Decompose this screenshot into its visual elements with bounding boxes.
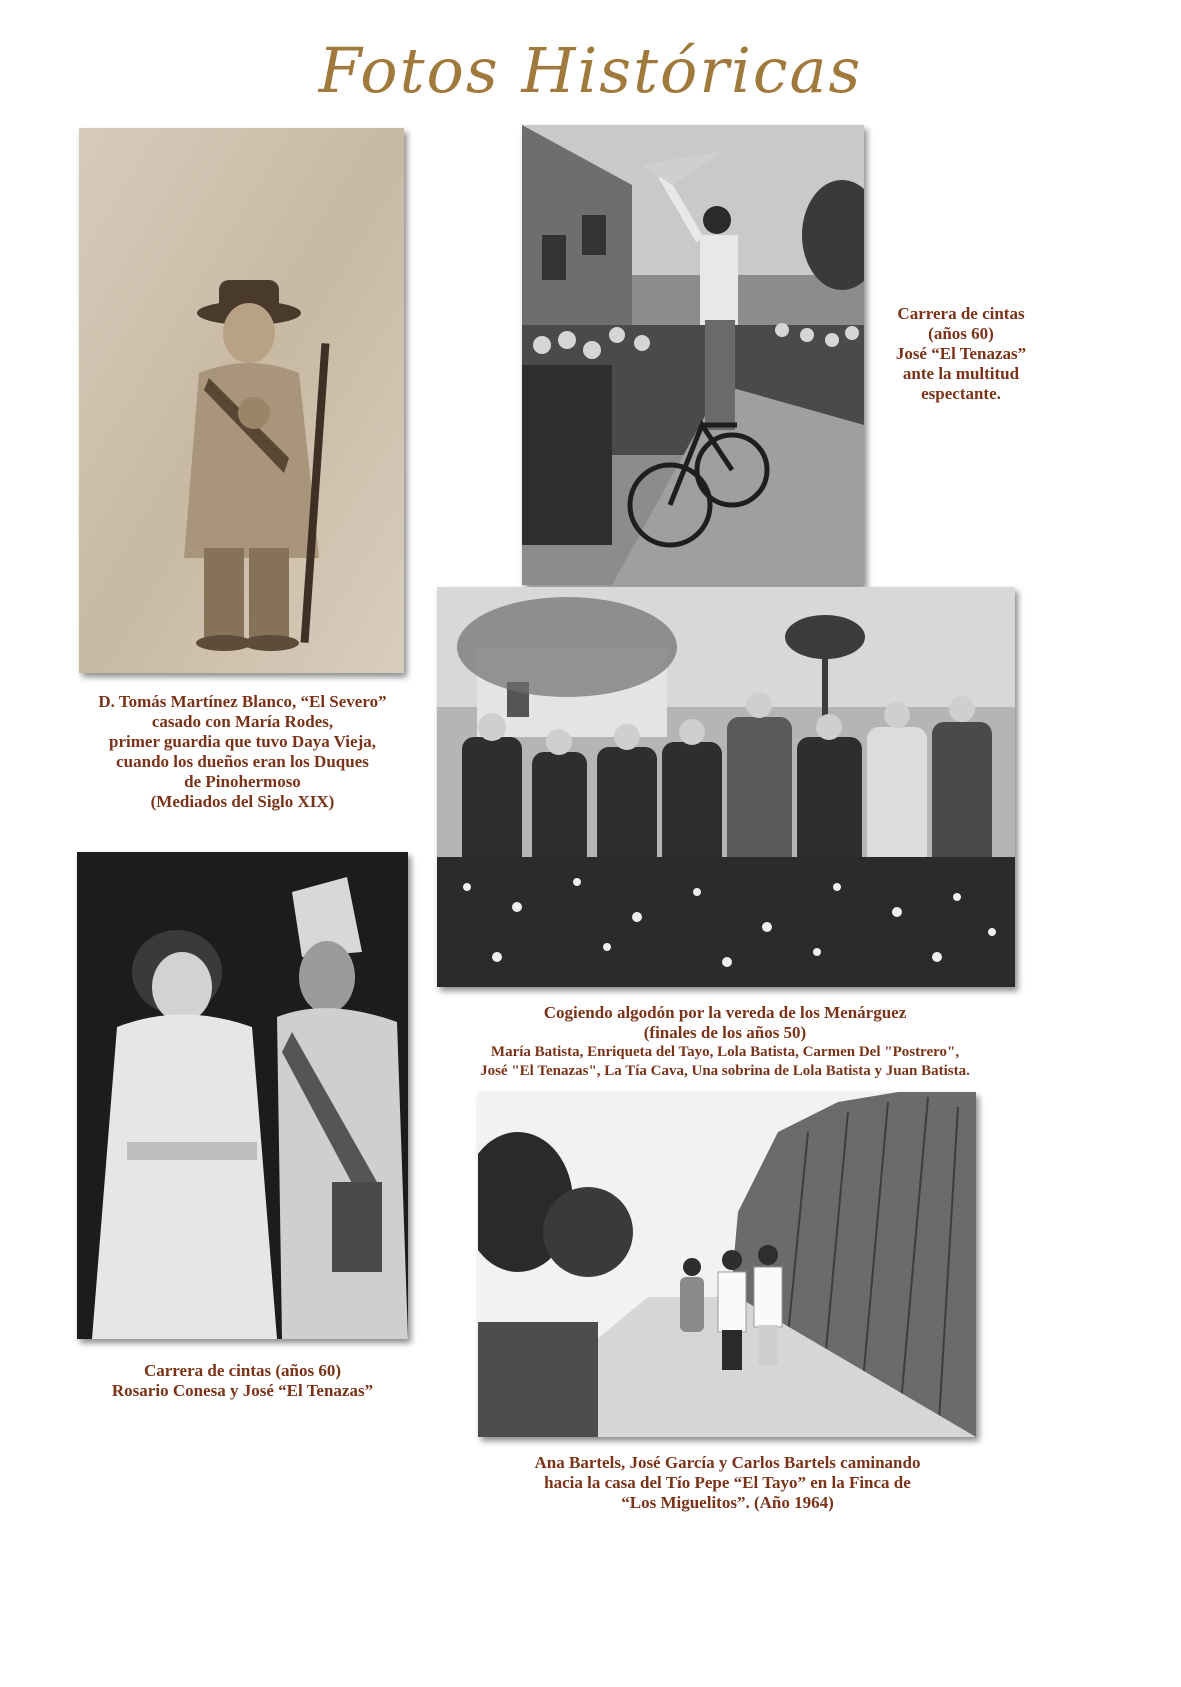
- page-title: Fotos Históricas: [318, 34, 863, 107]
- caption-line: Carrera de cintas (años 60): [143, 1361, 342, 1380]
- caption-line: Rosario Conesa y José “El Tenazas”: [111, 1381, 374, 1400]
- caption-couple: [60, 1361, 425, 1401]
- caption-walking-path: [445, 1453, 1010, 1513]
- photo-couple: [77, 852, 408, 1339]
- caption-line: (Mediados del Siglo XIX): [150, 792, 335, 811]
- caption-line: José “El Tenazas”: [895, 344, 1027, 363]
- caption-line: Carrera de cintas: [897, 304, 1025, 323]
- photo-cotton-picking: [437, 587, 1015, 987]
- caption-line: María Batista, Enriqueta del Tayo, Lola Batista, Carmen Del "Postrero",: [490, 1044, 960, 1060]
- caption-line: casado con María Rodes,: [151, 712, 334, 731]
- caption-line: José "El Tenazas", La Tía Cava, Una sobrina de Lola Batista y Juan Batista.: [480, 1063, 970, 1079]
- caption-el-severo: [60, 692, 425, 812]
- caption-line: D. Tomás Martínez Blanco, “El Severo”: [98, 692, 387, 711]
- caption-cotton-picking: [420, 1003, 1030, 1081]
- caption-line: (finales de los años 50): [643, 1023, 807, 1042]
- caption-line: de Pinohermoso: [184, 772, 301, 791]
- caption-line: espectante.: [921, 384, 1001, 403]
- caption-line: primer guardia que tuvo Daya Vieja,: [109, 732, 376, 751]
- caption-line: Cogiendo algodón por la vereda de los Menárguez: [543, 1003, 907, 1022]
- caption-line: (años 60): [928, 324, 994, 343]
- caption-line: cuando los dueños eran los Duques: [116, 752, 369, 771]
- caption-line: Ana Bartels, José García y Carlos Bartels caminando: [534, 1453, 921, 1472]
- caption-line: ante la multitud: [902, 364, 1020, 383]
- caption-line: “Los Miguelitos”. (Año 1964): [621, 1493, 834, 1512]
- photo-el-severo: [79, 128, 404, 673]
- caption-line: hacia la casa del Tío Pepe “El Tayo” en la Finca de: [544, 1473, 911, 1492]
- photo-bicycle-race: [522, 125, 864, 585]
- caption-bicycle-race: [866, 304, 1056, 404]
- photo-walking-path: [478, 1092, 976, 1437]
